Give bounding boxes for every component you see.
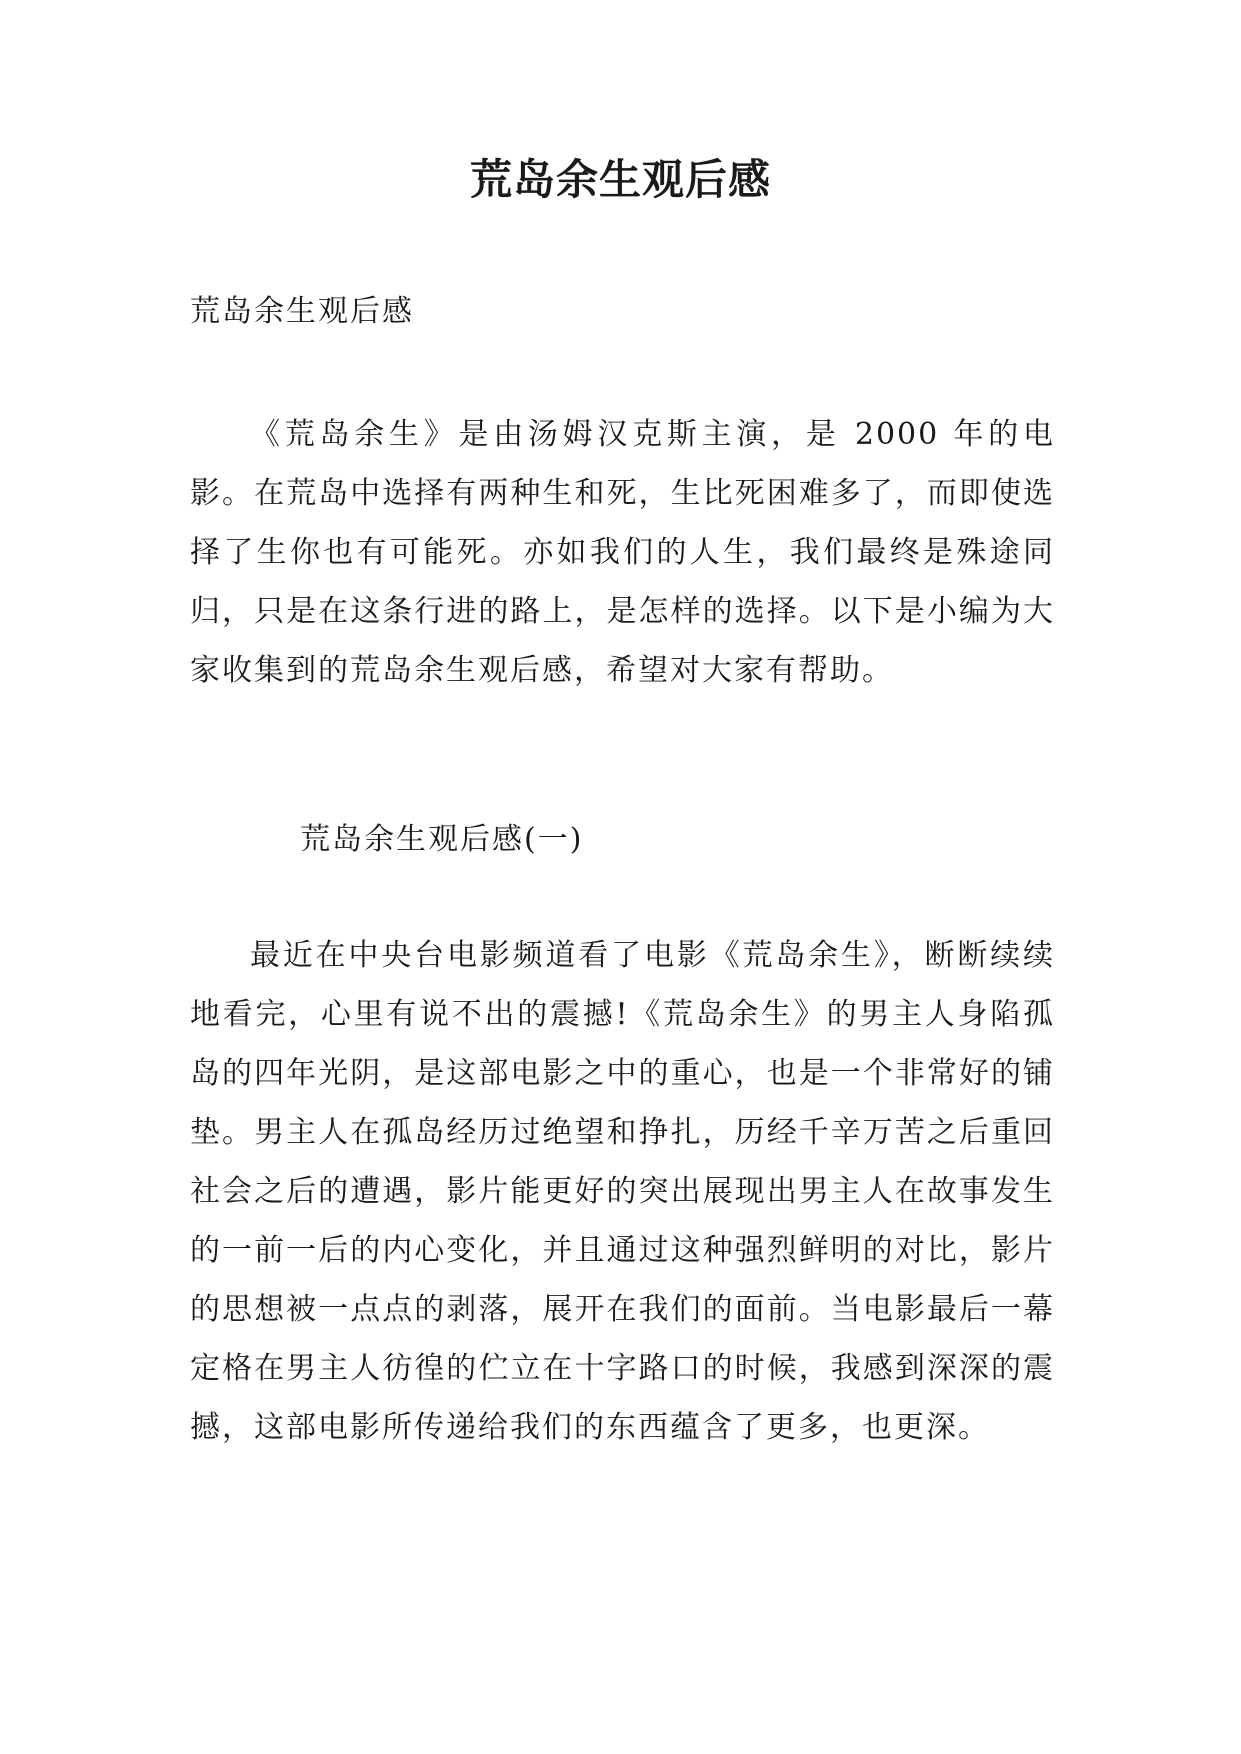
intro-paragraph: 《荒岛余生》是由汤姆汉克斯主演，是 2000 年的电影。在荒岛中选择有两种生和死，生比死困难多了，而即使选择了生你也有可能死。亦如我们的人生，我们最终是殊途同归，只是在这条行进的路上，是怎样的选择。以下是小编为大家收集到的荒岛余生观后感，希望对大家有帮助。: [190, 417, 1055, 688]
document-subtitle: 荒岛余生观后感: [190, 294, 414, 329]
document-title: 荒岛余生观后感: [469, 155, 771, 204]
section-1-paragraph: 最近在中央台电影频道看了电影《荒岛余生》，断断续续地看完，心里有说不出的震撼!《荒岛余生》的男主人身陷孤岛的四年光阴，是这部电影之中的重心，也是一个非常好的铺垫。男主人在孤岛经历过绝望和挣扎，历经千辛万苦之后重回社会之后的遭遇，影片能更好的突出展现出男主人在故事发生的一前一后的内心变化，并且通过这种强烈鲜明的对比，影片的思想被一点点的剥落，展开在我们的面前。当电影最后一幕定格在男主人彷徨的伫立在十字路口的时候，我感到深深的震撼，这部电影所传递给我们的东西蕴含了更多，也更深。: [190, 938, 1055, 1445]
section-1-heading: 荒岛余生观后感(一): [300, 822, 584, 857]
